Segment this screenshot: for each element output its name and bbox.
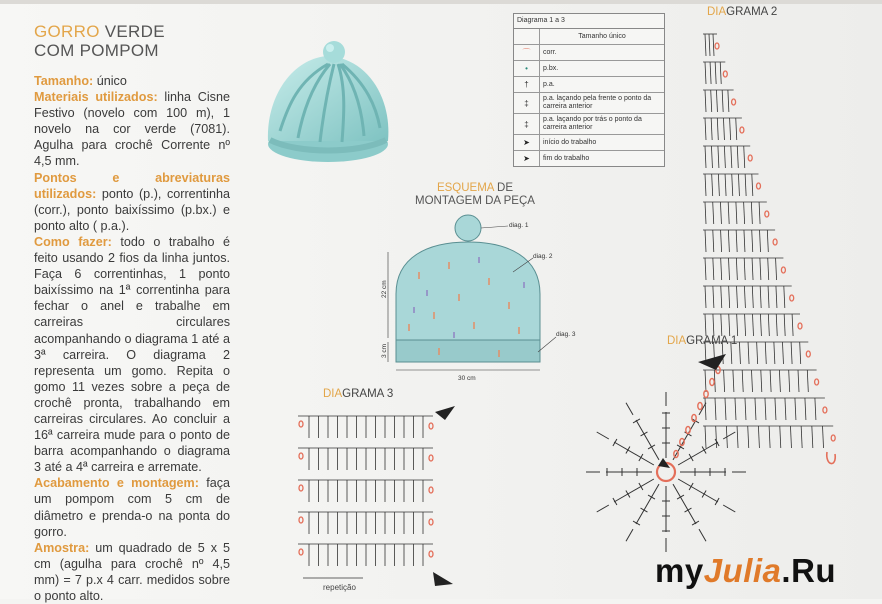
end-loop-stitch bbox=[827, 452, 835, 464]
double-crochet-stitch bbox=[715, 62, 716, 84]
crossbar-stitch bbox=[689, 483, 693, 490]
double-crochet-stitch bbox=[737, 314, 738, 336]
double-crochet-stitch bbox=[710, 62, 711, 84]
paragraph-how-to: Como fazer: todo o trabalho é feito usando 2 fios da linha juntos. Faça 6 correntinhas, 1 ponto baixíssimo na 1ª correntinha para fechar o anel e trabalhe em carreiras circulares acompanhando o diagrama 1 até a 3ª carreira. O diagrama 2 representa um gomo. Repita o gomo 11 vezes sobre a peça de crochê pronta, trabalhando em carreiras circulares. Ao concluir a 16ª carreira mude para o ponto de barra acompanhando o diagrama 3 até a 4ª carreira e arremate. bbox=[34, 234, 230, 475]
double-crochet-stitch bbox=[795, 398, 796, 420]
crossbar-stitch bbox=[633, 419, 640, 423]
chain-stitch bbox=[299, 485, 303, 491]
outer-spoke-stitch bbox=[597, 505, 609, 512]
double-crochet-stitch bbox=[729, 286, 730, 308]
double-crochet-stitch bbox=[723, 118, 724, 140]
double-crochet-stitch bbox=[800, 342, 801, 364]
outer-spoke-stitch bbox=[723, 505, 735, 512]
schema-diag3-label: diag. 3 bbox=[556, 331, 576, 338]
double-crochet-stitch bbox=[721, 286, 722, 308]
double-crochet-stitch bbox=[728, 202, 729, 224]
chain-stitch bbox=[299, 549, 303, 555]
spoke-stitch bbox=[636, 484, 659, 524]
double-crochet-stitch bbox=[728, 90, 729, 112]
assembly-schema bbox=[378, 212, 576, 387]
diagram2-title: DIAGRAMA 2 bbox=[707, 6, 778, 18]
double-crochet-stitch bbox=[760, 314, 761, 336]
double-crochet-stitch bbox=[724, 146, 725, 168]
double-crochet-stitch bbox=[768, 258, 769, 280]
paragraph-materials: Materiais utilizados: linha Cisne Festivo (novelo com 100 m), 1 novelo na cor verde (7081). Agulha para crochê Corrente nº 4,5 mm. bbox=[34, 90, 230, 169]
double-crochet-stitch bbox=[721, 314, 722, 336]
legend-row: ➤ fim do trabalho bbox=[514, 151, 664, 166]
chain-stitch bbox=[299, 517, 303, 523]
double-crochet-stitch bbox=[713, 286, 714, 308]
chain-stitch bbox=[806, 351, 810, 357]
crossbar-stitch bbox=[639, 483, 643, 490]
crossbar-stitch bbox=[689, 454, 693, 461]
chain-stitch bbox=[765, 211, 769, 217]
schema-title: ESQUEMA DE MONTAGEM DA PEÇA bbox=[415, 182, 535, 207]
double-crochet-stitch bbox=[752, 286, 753, 308]
chain-stitch bbox=[429, 519, 433, 525]
crossbar-stitch bbox=[626, 447, 630, 454]
legend-row: ‡ p.a. laçando por trás o ponto da carreira anterior bbox=[514, 114, 664, 135]
schema-diag2-label: diag. 2 bbox=[533, 253, 553, 260]
diagram3-chart bbox=[293, 402, 468, 597]
title-line2: COM POMPOM bbox=[34, 41, 159, 60]
double-crochet-stitch bbox=[744, 258, 745, 280]
legend-row: • p.bx. bbox=[514, 61, 664, 77]
top-strip bbox=[0, 0, 882, 4]
double-crochet-stitch bbox=[737, 146, 738, 168]
legend-header: Diagrama 1 a 3 bbox=[514, 14, 664, 29]
double-crochet-stitch bbox=[729, 314, 730, 336]
chain-stitch bbox=[823, 407, 827, 413]
double-crochet-stitch bbox=[744, 146, 745, 168]
double-crochet-stitch bbox=[705, 314, 706, 336]
title-rest: VERDE bbox=[99, 22, 165, 41]
double-crochet-stitch bbox=[711, 118, 712, 140]
double-crochet-stitch bbox=[760, 230, 761, 252]
spoke-stitch bbox=[678, 479, 718, 502]
double-crochet-stitch bbox=[767, 230, 768, 252]
double-crochet-stitch bbox=[815, 398, 816, 420]
double-crochet-stitch bbox=[751, 202, 752, 224]
double-crochet-stitch bbox=[729, 258, 730, 280]
double-crochet-stitch bbox=[744, 286, 745, 308]
crossbar-stitch bbox=[685, 508, 692, 512]
paragraph-finishing: Acabamento e montagem: faça um pompom com 5 cm de diâmetro e prenda-o na ponta do gorro. bbox=[34, 476, 231, 539]
double-crochet-stitch bbox=[738, 174, 739, 196]
double-crochet-stitch bbox=[705, 258, 706, 280]
double-crochet-stitch bbox=[705, 146, 706, 168]
chain-stitch bbox=[704, 391, 708, 398]
crossbar-stitch bbox=[641, 508, 648, 512]
chain-stitch bbox=[790, 295, 794, 301]
double-crochet-stitch bbox=[805, 398, 806, 420]
double-crochet-stitch bbox=[744, 230, 745, 252]
double-crochet-stitch bbox=[705, 286, 706, 308]
double-crochet-stitch bbox=[705, 202, 706, 224]
double-crochet-stitch bbox=[713, 202, 714, 224]
double-crochet-stitch bbox=[759, 202, 760, 224]
double-crochet-stitch bbox=[730, 118, 731, 140]
schema-height-band: 3 cm bbox=[381, 343, 388, 358]
double-crochet-stitch bbox=[732, 174, 733, 196]
end-arrow-icon bbox=[433, 572, 453, 586]
double-crochet-stitch bbox=[823, 426, 824, 448]
legend-row: † p.a. bbox=[514, 77, 664, 93]
double-crochet-stitch bbox=[720, 202, 721, 224]
chain-stitch bbox=[429, 423, 433, 429]
back-post-symbol-icon: ‡ bbox=[514, 114, 540, 134]
start-arrow-icon bbox=[435, 406, 455, 420]
crossbar-stitch bbox=[692, 521, 699, 525]
chain-stitch bbox=[698, 403, 702, 410]
double-crochet-stitch bbox=[705, 174, 706, 196]
chain-stitch bbox=[723, 71, 727, 77]
hat-photo bbox=[258, 36, 398, 171]
chain-stitch bbox=[757, 183, 761, 189]
end-arrow-icon bbox=[698, 354, 726, 370]
schema-height-main: 22 cm bbox=[381, 280, 388, 298]
crossbar-stitch bbox=[702, 447, 706, 454]
chain-stitch bbox=[831, 435, 835, 441]
legend-table bbox=[513, 13, 665, 167]
spoke-stitch bbox=[614, 479, 654, 502]
double-crochet-stitch bbox=[776, 258, 777, 280]
double-crochet-stitch bbox=[713, 34, 714, 56]
outer-spoke-stitch bbox=[723, 432, 735, 439]
crossbar-stitch bbox=[633, 521, 640, 525]
chain-stitch bbox=[740, 127, 744, 133]
page-title bbox=[34, 22, 165, 60]
double-crochet-stitch bbox=[713, 314, 714, 336]
double-crochet-stitch bbox=[745, 174, 746, 196]
legend-row: ‡ p.a. laçando pela frente o ponto da carreira anterior bbox=[514, 93, 664, 114]
chain-symbol-icon: ⌒ bbox=[514, 45, 540, 60]
crossbar-stitch bbox=[613, 439, 617, 446]
schema-diag1-label: diag. 1 bbox=[509, 222, 529, 229]
outer-spoke-stitch bbox=[597, 432, 609, 439]
outer-spoke-stitch bbox=[699, 529, 706, 541]
double-crochet-stitch bbox=[718, 146, 719, 168]
double-crochet-stitch bbox=[776, 314, 777, 336]
double-crochet-stitch bbox=[728, 230, 729, 252]
double-crochet-stitch bbox=[736, 230, 737, 252]
site-watermark: myJulia.Ru bbox=[655, 552, 837, 589]
crossbar-stitch bbox=[639, 454, 643, 461]
double-crochet-stitch bbox=[736, 118, 737, 140]
crossbar-stitch bbox=[715, 439, 719, 446]
legend-subheader: Tamanho único bbox=[578, 32, 626, 40]
instructions-text bbox=[34, 73, 230, 604]
paragraph-sample: Amostra: um quadrado de 5 x 5 cm (agulha para crochê nº 4,5 mm) = 7 p.x 4 carr. medidos sobre o ponto alto. bbox=[34, 540, 230, 603]
double-crochet-stitch bbox=[798, 370, 799, 392]
schema-width: 30 cm bbox=[458, 375, 476, 382]
double-crochet-stitch bbox=[752, 258, 753, 280]
double-crochet-stitch bbox=[784, 314, 785, 336]
double-crochet-stitch bbox=[725, 174, 726, 196]
double-crochet-stitch bbox=[736, 202, 737, 224]
title-accent: GORRO bbox=[34, 22, 100, 41]
spoke-stitch bbox=[636, 420, 659, 460]
double-crochet-stitch bbox=[718, 174, 719, 196]
double-crochet-stitch bbox=[705, 34, 706, 56]
double-crochet-stitch bbox=[731, 146, 732, 168]
crossbar-stitch bbox=[702, 491, 706, 498]
double-crochet-stitch bbox=[713, 230, 714, 252]
front-post-symbol-icon: ‡ bbox=[514, 93, 540, 113]
outer-spoke-stitch bbox=[626, 403, 633, 415]
double-crochet-stitch bbox=[705, 230, 706, 252]
double-crochet-stitch bbox=[790, 426, 791, 448]
double-crochet-stitch bbox=[737, 286, 738, 308]
double-crochet-stitch bbox=[768, 314, 769, 336]
double-crochet-stitch bbox=[711, 90, 712, 112]
chain-stitch bbox=[429, 487, 433, 493]
outer-spoke-stitch bbox=[626, 529, 633, 541]
double-crochet-stitch bbox=[792, 314, 793, 336]
double-crochet-stitch bbox=[705, 118, 706, 140]
chain-stitch bbox=[773, 239, 777, 245]
double-crochet-stitch bbox=[711, 146, 712, 168]
legend-row: ⌒ corr. bbox=[514, 45, 664, 61]
chain-stitch bbox=[748, 155, 752, 161]
legend-row: ➤ início do trabalho bbox=[514, 135, 664, 151]
double-crochet-stitch bbox=[760, 258, 761, 280]
start-arrow-icon: ➤ bbox=[514, 135, 540, 150]
double-crochet-stitch bbox=[744, 202, 745, 224]
chain-stitch bbox=[815, 379, 819, 385]
chain-stitch bbox=[299, 453, 303, 459]
crossbar-stitch bbox=[626, 491, 630, 498]
double-crochet-stitch bbox=[713, 258, 714, 280]
spoke-stitch bbox=[678, 442, 718, 465]
paragraph-size: Tamanho: único bbox=[34, 74, 127, 88]
spoke-stitch bbox=[614, 442, 654, 465]
double-crochet-stitch bbox=[720, 62, 721, 84]
chain-stitch bbox=[429, 455, 433, 461]
double-crochet-stitch bbox=[745, 314, 746, 336]
crossbar-stitch bbox=[648, 445, 655, 449]
double-crochet-stitch bbox=[753, 314, 754, 336]
double-crochet-stitch bbox=[716, 90, 717, 112]
crossbar-stitch bbox=[677, 495, 684, 499]
double-crochet-stitch bbox=[705, 90, 706, 112]
double-crochet-stitch bbox=[807, 370, 808, 392]
double-crochet-stitch bbox=[801, 426, 802, 448]
end-arrow-icon: ➤ bbox=[514, 151, 540, 166]
chain-stitch bbox=[715, 43, 719, 49]
double-crochet-stitch bbox=[791, 342, 792, 364]
chain-stitch bbox=[429, 551, 433, 557]
double-crochet-stitch bbox=[812, 426, 813, 448]
double-crochet-stitch bbox=[721, 230, 722, 252]
double-crochet-symbol-icon: † bbox=[514, 77, 540, 92]
crossbar-stitch bbox=[641, 432, 648, 436]
double-crochet-stitch bbox=[717, 118, 718, 140]
legend-subheader-row bbox=[514, 29, 664, 45]
double-crochet-stitch bbox=[705, 62, 706, 84]
double-crochet-stitch bbox=[736, 258, 737, 280]
double-crochet-stitch bbox=[712, 174, 713, 196]
spoke-stitch bbox=[673, 484, 696, 524]
double-crochet-stitch bbox=[776, 286, 777, 308]
chain-stitch bbox=[686, 427, 690, 434]
double-crochet-stitch bbox=[768, 286, 769, 308]
repeat-label: repetição bbox=[323, 583, 356, 592]
double-crochet-stitch bbox=[722, 90, 723, 112]
paragraph-stitches: Pontos e abreviaturas utilizados: ponto (p.), correntinha (corr.), ponto baixíssimo (p.bx.) e ponto alto ( p.a.). bbox=[34, 170, 230, 233]
double-crochet-stitch bbox=[784, 286, 785, 308]
crossbar-stitch bbox=[613, 498, 617, 505]
double-crochet-stitch bbox=[709, 34, 710, 56]
crossbar-stitch bbox=[715, 498, 719, 505]
chain-stitch bbox=[798, 323, 802, 329]
dot-symbol-icon: • bbox=[514, 61, 540, 76]
chain-stitch bbox=[732, 99, 736, 105]
chain-stitch bbox=[710, 379, 714, 386]
double-crochet-stitch bbox=[752, 174, 753, 196]
double-crochet-stitch bbox=[721, 258, 722, 280]
diagram3-title: DIAGRAMA 3 bbox=[323, 388, 394, 400]
double-crochet-stitch bbox=[760, 286, 761, 308]
crossbar-stitch bbox=[648, 495, 655, 499]
double-crochet-stitch bbox=[789, 370, 790, 392]
chain-stitch bbox=[299, 421, 303, 427]
diagram1-title: DIAGRAMA 1 bbox=[667, 335, 738, 347]
chain-stitch bbox=[781, 267, 785, 273]
double-crochet-stitch bbox=[752, 230, 753, 252]
